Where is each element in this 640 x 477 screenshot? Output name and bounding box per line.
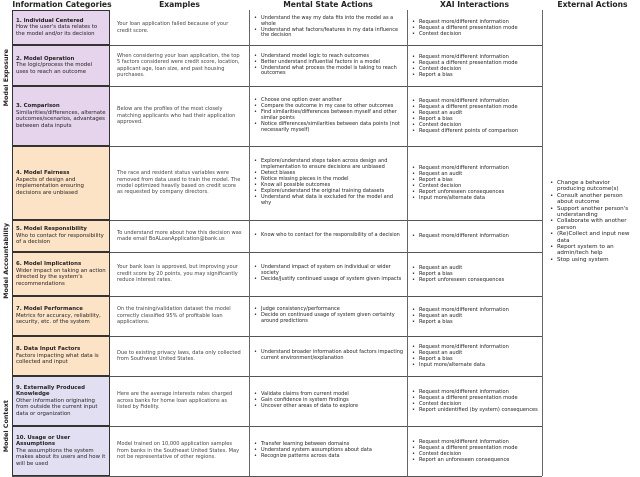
list-item: • Input more/alternate data [419,362,509,368]
list-item: • Contest decision [419,122,518,128]
category-cell [12,336,110,376]
list-item: • Request more/different information [419,165,509,171]
category-description: The assumptions the system makes about its users and how it will be used [16,447,106,467]
example-cell: When considering your loan application, the top 5 factors considered were credit score, location, applicant age, loan size, and past housing purchases. [117,52,240,78]
list-item: • Contest decision [419,31,518,37]
category-description: Factors impacting what data is collected and input [16,352,99,366]
category-cell [12,220,110,252]
external-action-item: • Change a behavior producing outcome(s) [557,180,637,193]
list-item: • Choose one option over another [261,98,404,104]
category-row [12,376,542,427]
mental-state-actions-cell [249,45,407,86]
list-item: • Report a bias [419,177,509,183]
list-item: • Report a bias [419,271,504,277]
external-action-item: • Consult another person about outcome [557,193,637,206]
category-row [12,252,542,297]
example-cell: On the training/validation dataset the model correctly classified 95% of profitable loan applications. [117,306,231,326]
example-cell: To understand more about how this decision was made email BoALoanApplication@bank.us [117,229,242,242]
list-item: • Judge consistency/performance [261,307,404,313]
xai-interactions-cell [407,45,542,86]
category-description: Metrics for accuracy, reliability, security, etc. of the system [16,312,101,326]
list-item: • Request a different presentation mode [419,104,518,110]
category-cell [12,45,110,86]
external-action-item: • Support another person's understanding [557,206,637,219]
list-item: • Understand the way my data fits into the model as a whole [261,16,404,28]
list-item: • Request more/different information [419,389,538,395]
list-item: • Explore/understand steps taken across design and implementation to ensure decisions are unbiased [261,159,404,171]
list-item: • Report unidentified (by system) consequences [419,407,538,413]
category-row [12,45,542,87]
external-action-item: • Stop using system [557,257,637,263]
list-item: • Transfer learning between domains [261,442,372,448]
list-item: • Detect biases [261,171,404,177]
external-action-item: • Report system to an admin/tech help [557,244,637,257]
external-actions-list [545,180,640,263]
list-item: • Request more/different information [419,344,509,350]
list-item: • Decide/Justify continued usage of system given impacts [261,277,404,283]
list-item: • Report unforeseen consequences [419,189,509,195]
category-description: Aspects of design and implementation ensuring decisions are unbiased [16,176,84,196]
list-item: • Request a different presentation mode [419,25,518,31]
list-item: • Report a bias [419,319,509,325]
list-item: • Request more/different information [419,98,518,104]
list-item: • Request an audit [419,313,509,319]
category-description: The logic/process the model uses to reach an outcome [16,62,93,75]
mental-state-actions-cell [249,336,407,376]
list-item: • Validate claims from current model [261,392,358,398]
list-item: • Understand what data is excluded for the model and why [261,195,404,207]
list-item: • Input more/alternate data [419,195,509,201]
list-item: • Request a different presentation mode [419,395,538,401]
category-description: Who to contact for responsibility of a decision [16,232,104,246]
list-item: • Request more/different information [419,19,518,25]
list-item: • Contest decision [419,183,509,189]
group-label-model-accountability: Model Accountability [2,223,10,299]
category-title: 3. Comparison [16,103,60,109]
external-action-item: • (Re)Collect and input new data [557,231,637,244]
category-description: Other information originating from outside the current input data or organization [16,397,98,417]
category-description: Wider impact on taking an action directed by the system's recommendations [16,267,106,287]
list-item: • Request a different presentation mode [419,445,518,451]
category-row [12,426,542,477]
mental-state-actions-cell [249,146,407,220]
list-item: • Request different points of comparison [419,128,518,134]
list-item: • Report an unforeseen consequence [419,457,518,463]
column-divider [542,10,543,476]
example-cell: Model trained on 10,000 application samples from banks in the Southeast United States. May not be representative of other regions. [117,441,240,461]
list-item: • Understand what factors/features in my data influence the decision [261,28,404,40]
list-item: • Contest decision [419,401,538,407]
category-cell [12,376,110,426]
mental-state-actions-cell [249,252,407,296]
category-row [12,296,542,337]
list-item: • Notice missing pieces in the model [261,177,404,183]
mental-state-actions-cell [249,220,407,252]
xai-interactions-cell [407,86,542,146]
xai-interactions-cell [407,146,542,220]
list-item: • Report a bias [419,116,518,122]
xai-interactions-cell [407,10,542,45]
list-item: • Request an audit [419,265,504,271]
category-title: 9. Externally Produced Knowledge [16,384,86,398]
category-cell [12,296,110,336]
category-row [12,86,542,147]
list-item: • Find similarities/differences between myself and other similar points [261,110,404,122]
list-item: • Request more/different information [419,54,518,60]
mental-state-actions-cell [249,86,407,146]
category-cell [12,10,110,45]
category-row [12,146,542,221]
header-mental-state-actions: Mental State Actions [283,0,373,9]
list-item: • Compare the outcome in my case to other outcomes [261,104,404,110]
example-cell: Due to existing privacy laws, data only collected from Southwest United States. [117,349,241,362]
group-label-model-exposure: Model Exposure [2,49,10,107]
xai-interactions-cell [407,296,542,336]
list-item: • Understand what process the model is taking to reach outcomes [261,66,404,78]
list-item: • Gain confidence in system findings [261,398,358,404]
list-item: • Contest decision [419,66,518,72]
list-item: • Request an audit [419,171,509,177]
category-cell [12,146,110,220]
header-examples: Examples [159,0,200,9]
list-item: • Understand broader information about factors impacting current environment/explanation [261,350,404,362]
category-description: Similarities/differences, alternate outcomes/scenarios, advantages between data inputs [16,109,106,129]
category-title: 5. Model Responsibility [16,226,87,233]
header-external-actions: External Actions [557,0,628,9]
category-title: 4. Model Fairness [16,170,70,176]
example-cell: Your bank loan is approved, but improving your credit score by 20 points, you may significantly reduce interest rates. [117,264,238,284]
category-row [12,220,542,253]
xai-interactions-cell [407,376,542,426]
category-title: 2. Model Operation [16,55,75,62]
list-item: • Report a bias [419,356,509,362]
category-cell [12,426,110,476]
list-item: • Report unforeseen consequences [419,277,504,283]
list-item: • Know who to contact for the responsibility of a decision [261,233,400,239]
list-item: • Contest decision [419,451,518,457]
list-item: • Request a different presentation mode [419,60,518,66]
xai-interactions-cell [407,252,542,296]
list-item: • Request an audit [419,110,518,116]
list-item: • Better understand influential factors in a model [261,60,404,66]
category-cell [12,252,110,296]
list-item: • Recognize patterns across data [261,454,372,460]
list-item: • Explore/understand the original training datasets [261,189,404,195]
list-item: • Know all possible outcomes [261,183,404,189]
list-item: • Request more/different information [419,439,518,445]
category-cell [12,86,110,146]
group-label-model-context: Model Context [2,399,10,453]
category-row [12,10,542,46]
list-item: • Request an audit [419,350,509,356]
list-item: • Request more/different information [419,307,509,313]
example-cell: Below are the profiles of the most closely matching applicants who had their application approved. [117,106,236,126]
mental-state-actions-cell [249,426,407,476]
mental-state-actions-cell [249,376,407,426]
xai-interactions-cell [407,220,542,252]
category-row [12,336,542,377]
list-item: • Understand impact of system on individual or wider society [261,265,404,277]
category-description: How the user's data relates to the model and/or its decision [16,24,98,37]
list-item: • Notice differences/similarities between data points (not necessarily myself) [261,122,404,134]
mental-state-actions-cell [249,296,407,336]
header-xai-interactions: XAI Interactions [440,0,509,9]
xai-interactions-cell [407,426,542,476]
header-information-categories: Information Categories [12,0,112,9]
list-item: • Request more/different information [419,233,509,239]
example-cell: Your loan application failed because of your credit score. [117,21,229,34]
list-item: • Uncover other areas of data to explore [261,404,358,410]
category-title: 1. Individual Centered [16,17,84,24]
example-cell: The race and resident status variables were removed from data used to train the model. The model optimized heavily based on credit score as requested by company directors. [117,170,241,196]
list-item: • Report a bias [419,72,518,78]
external-action-item: • Collaborate with another person [557,218,637,231]
category-title: 10. Usage or User Assumptions [16,434,71,448]
xai-interactions-cell [407,336,542,376]
list-item: • Understand model logic to reach outcomes [261,54,404,60]
category-title: 8. Data Input Factors [16,346,81,353]
category-title: 7. Model Performance [16,306,83,313]
example-cell: Here are the average interests rates charged across banks for home loan applications as listed by Fidelity. [117,391,233,411]
category-title: 6. Model Implications [16,261,82,267]
list-item: • Understand system assumptions about data [261,448,372,454]
mental-state-actions-cell [249,10,407,45]
list-item: • Decide on continued usage of system given certainty around predictions [261,313,404,325]
